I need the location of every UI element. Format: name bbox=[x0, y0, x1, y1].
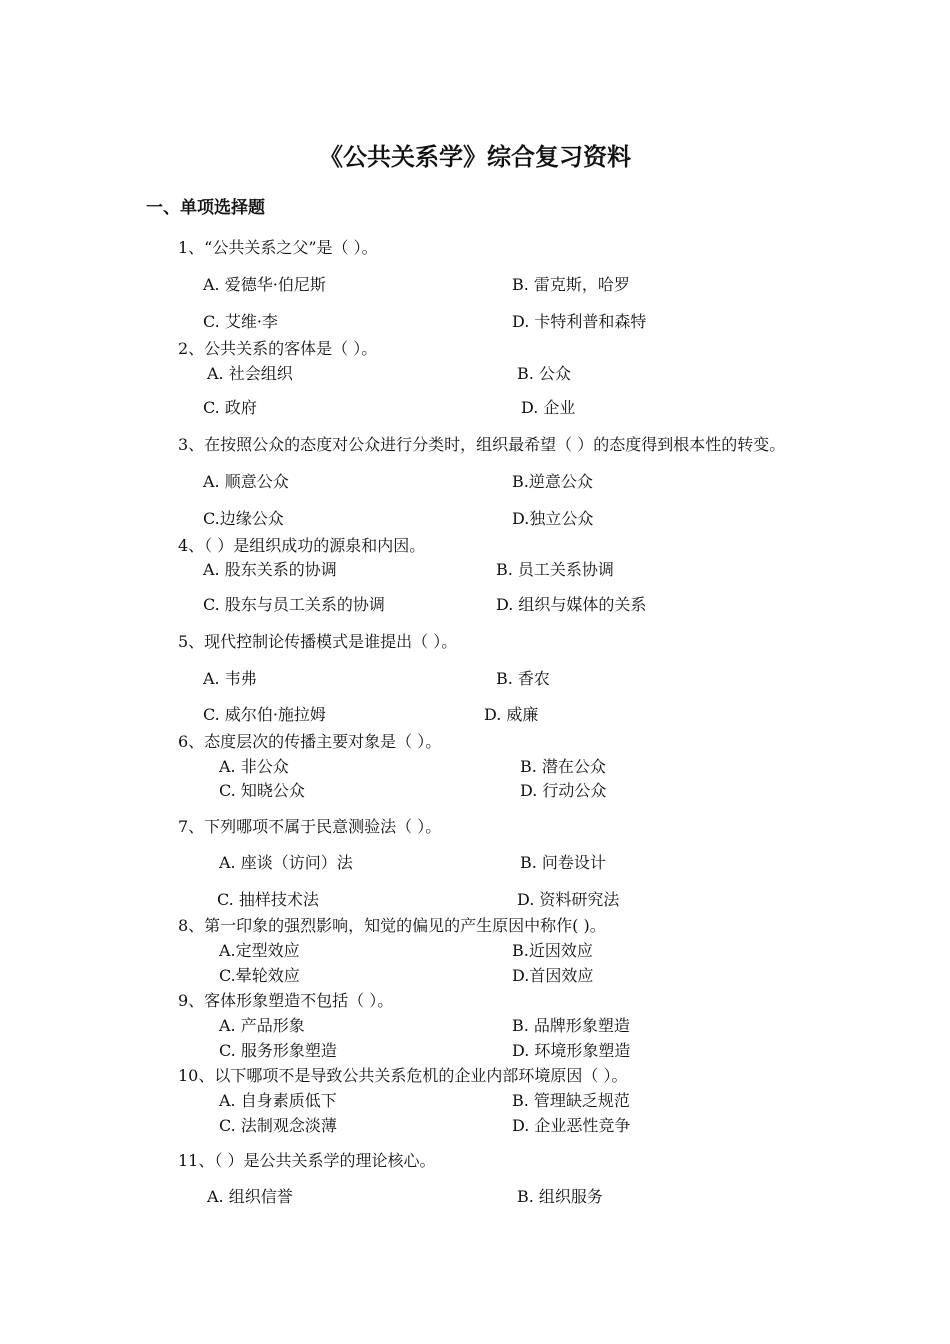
q6-option-d: D. 行动公众 bbox=[520, 781, 607, 800]
q4-option-a: A. 股东关系的协调 bbox=[203, 560, 337, 579]
q10-option-c: C. 法制观念淡薄 bbox=[219, 1116, 337, 1135]
q8-option-b: B.近因效应 bbox=[512, 941, 593, 960]
q2-option-a: A. 社会组织 bbox=[207, 364, 293, 383]
q6-option-c: C. 知晓公众 bbox=[219, 781, 305, 800]
question-8: 8、第一印象的强烈影响，知觉的偏见的产生原因中称作( )。 bbox=[178, 916, 606, 935]
question-5: 5、现代控制论传播模式是谁提出（ ）。 bbox=[178, 632, 458, 651]
q4-option-d: D. 组织与媒体的关系 bbox=[496, 595, 647, 614]
q7-option-c: C. 抽样技术法 bbox=[217, 890, 319, 909]
q4-option-c: C. 股东与员工关系的协调 bbox=[203, 595, 385, 614]
question-6: 6、态度层次的传播主要对象是（ ）。 bbox=[178, 732, 442, 751]
q1-option-d: D. 卡特利普和森特 bbox=[512, 312, 647, 331]
q7-option-a: A. 座谈（访问）法 bbox=[219, 853, 353, 872]
q4-option-b: B. 员工关系协调 bbox=[496, 560, 614, 579]
q6-option-a: A. 非公众 bbox=[219, 757, 289, 776]
question-3: 3、在按照公众的态度对公众进行分类时，组织最希望（ ）的态度得到根本性的转变。 bbox=[178, 435, 786, 454]
question-2: 2、公共关系的客体是（ ）。 bbox=[178, 339, 378, 358]
q3-option-a: A. 顺意公众 bbox=[203, 472, 289, 491]
q2-option-b: B. 公众 bbox=[517, 364, 571, 383]
question-4: 4、（ ）是组织成功的源泉和内因。 bbox=[178, 536, 426, 555]
q3-option-d: D.独立公众 bbox=[512, 509, 594, 528]
q5-option-c: C. 威尔伯·施拉姆 bbox=[203, 705, 326, 724]
q2-option-c: C. 政府 bbox=[203, 398, 257, 417]
q10-option-b: B. 管理缺乏规范 bbox=[512, 1091, 630, 1110]
q6-option-b: B. 潜在公众 bbox=[520, 757, 606, 776]
question-9: 9、客体形象塑造不包括（ ）。 bbox=[178, 991, 394, 1010]
q8-option-c: C.晕轮效应 bbox=[219, 966, 300, 985]
q1-option-c: C. 艾维·李 bbox=[203, 312, 278, 331]
q11-option-a: A. 组织信誉 bbox=[207, 1187, 293, 1206]
q8-option-a: A.定型效应 bbox=[219, 941, 300, 960]
q7-option-b: B. 问卷设计 bbox=[520, 853, 606, 872]
q10-option-d: D. 企业恶性竞争 bbox=[512, 1116, 631, 1135]
q7-option-d: D. 资料研究法 bbox=[517, 890, 620, 909]
question-1: 1、“公共关系之父”是（ ）。 bbox=[178, 238, 378, 257]
question-10: 10、以下哪项不是导致公共关系危机的企业内部环境原因（ ）。 bbox=[178, 1066, 628, 1085]
q2-option-d: D. 企业 bbox=[521, 398, 576, 417]
q9-option-b: B. 品牌形象塑造 bbox=[512, 1016, 630, 1035]
q3-option-c: C.边缘公众 bbox=[203, 509, 284, 528]
q9-option-c: C. 服务形象塑造 bbox=[219, 1041, 337, 1060]
q1-option-a: A. 爱德华·伯尼斯 bbox=[203, 275, 326, 294]
question-11: 11、（ ）是公共关系学的理论核心。 bbox=[178, 1151, 436, 1170]
q5-option-a: A. 韦弗 bbox=[203, 669, 257, 688]
q8-option-d: D.首因效应 bbox=[512, 966, 594, 985]
q5-option-b: B. 香农 bbox=[496, 669, 550, 688]
q3-option-b: B.逆意公众 bbox=[512, 472, 593, 491]
q9-option-d: D. 环境形象塑造 bbox=[512, 1041, 631, 1060]
section-heading: 一、单项选择题 bbox=[146, 198, 265, 218]
q11-option-b: B. 组织服务 bbox=[517, 1187, 603, 1206]
document-title: 《公共关系学》综合复习资料 bbox=[319, 143, 631, 171]
question-7: 7、下列哪项不属于民意测验法（ ）。 bbox=[178, 817, 442, 836]
q10-option-a: A. 自身素质低下 bbox=[219, 1091, 337, 1110]
q5-option-d: D. 威廉 bbox=[484, 705, 539, 724]
q9-option-a: A. 产品形象 bbox=[219, 1016, 305, 1035]
q1-option-b: B. 雷克斯，哈罗 bbox=[512, 275, 630, 294]
